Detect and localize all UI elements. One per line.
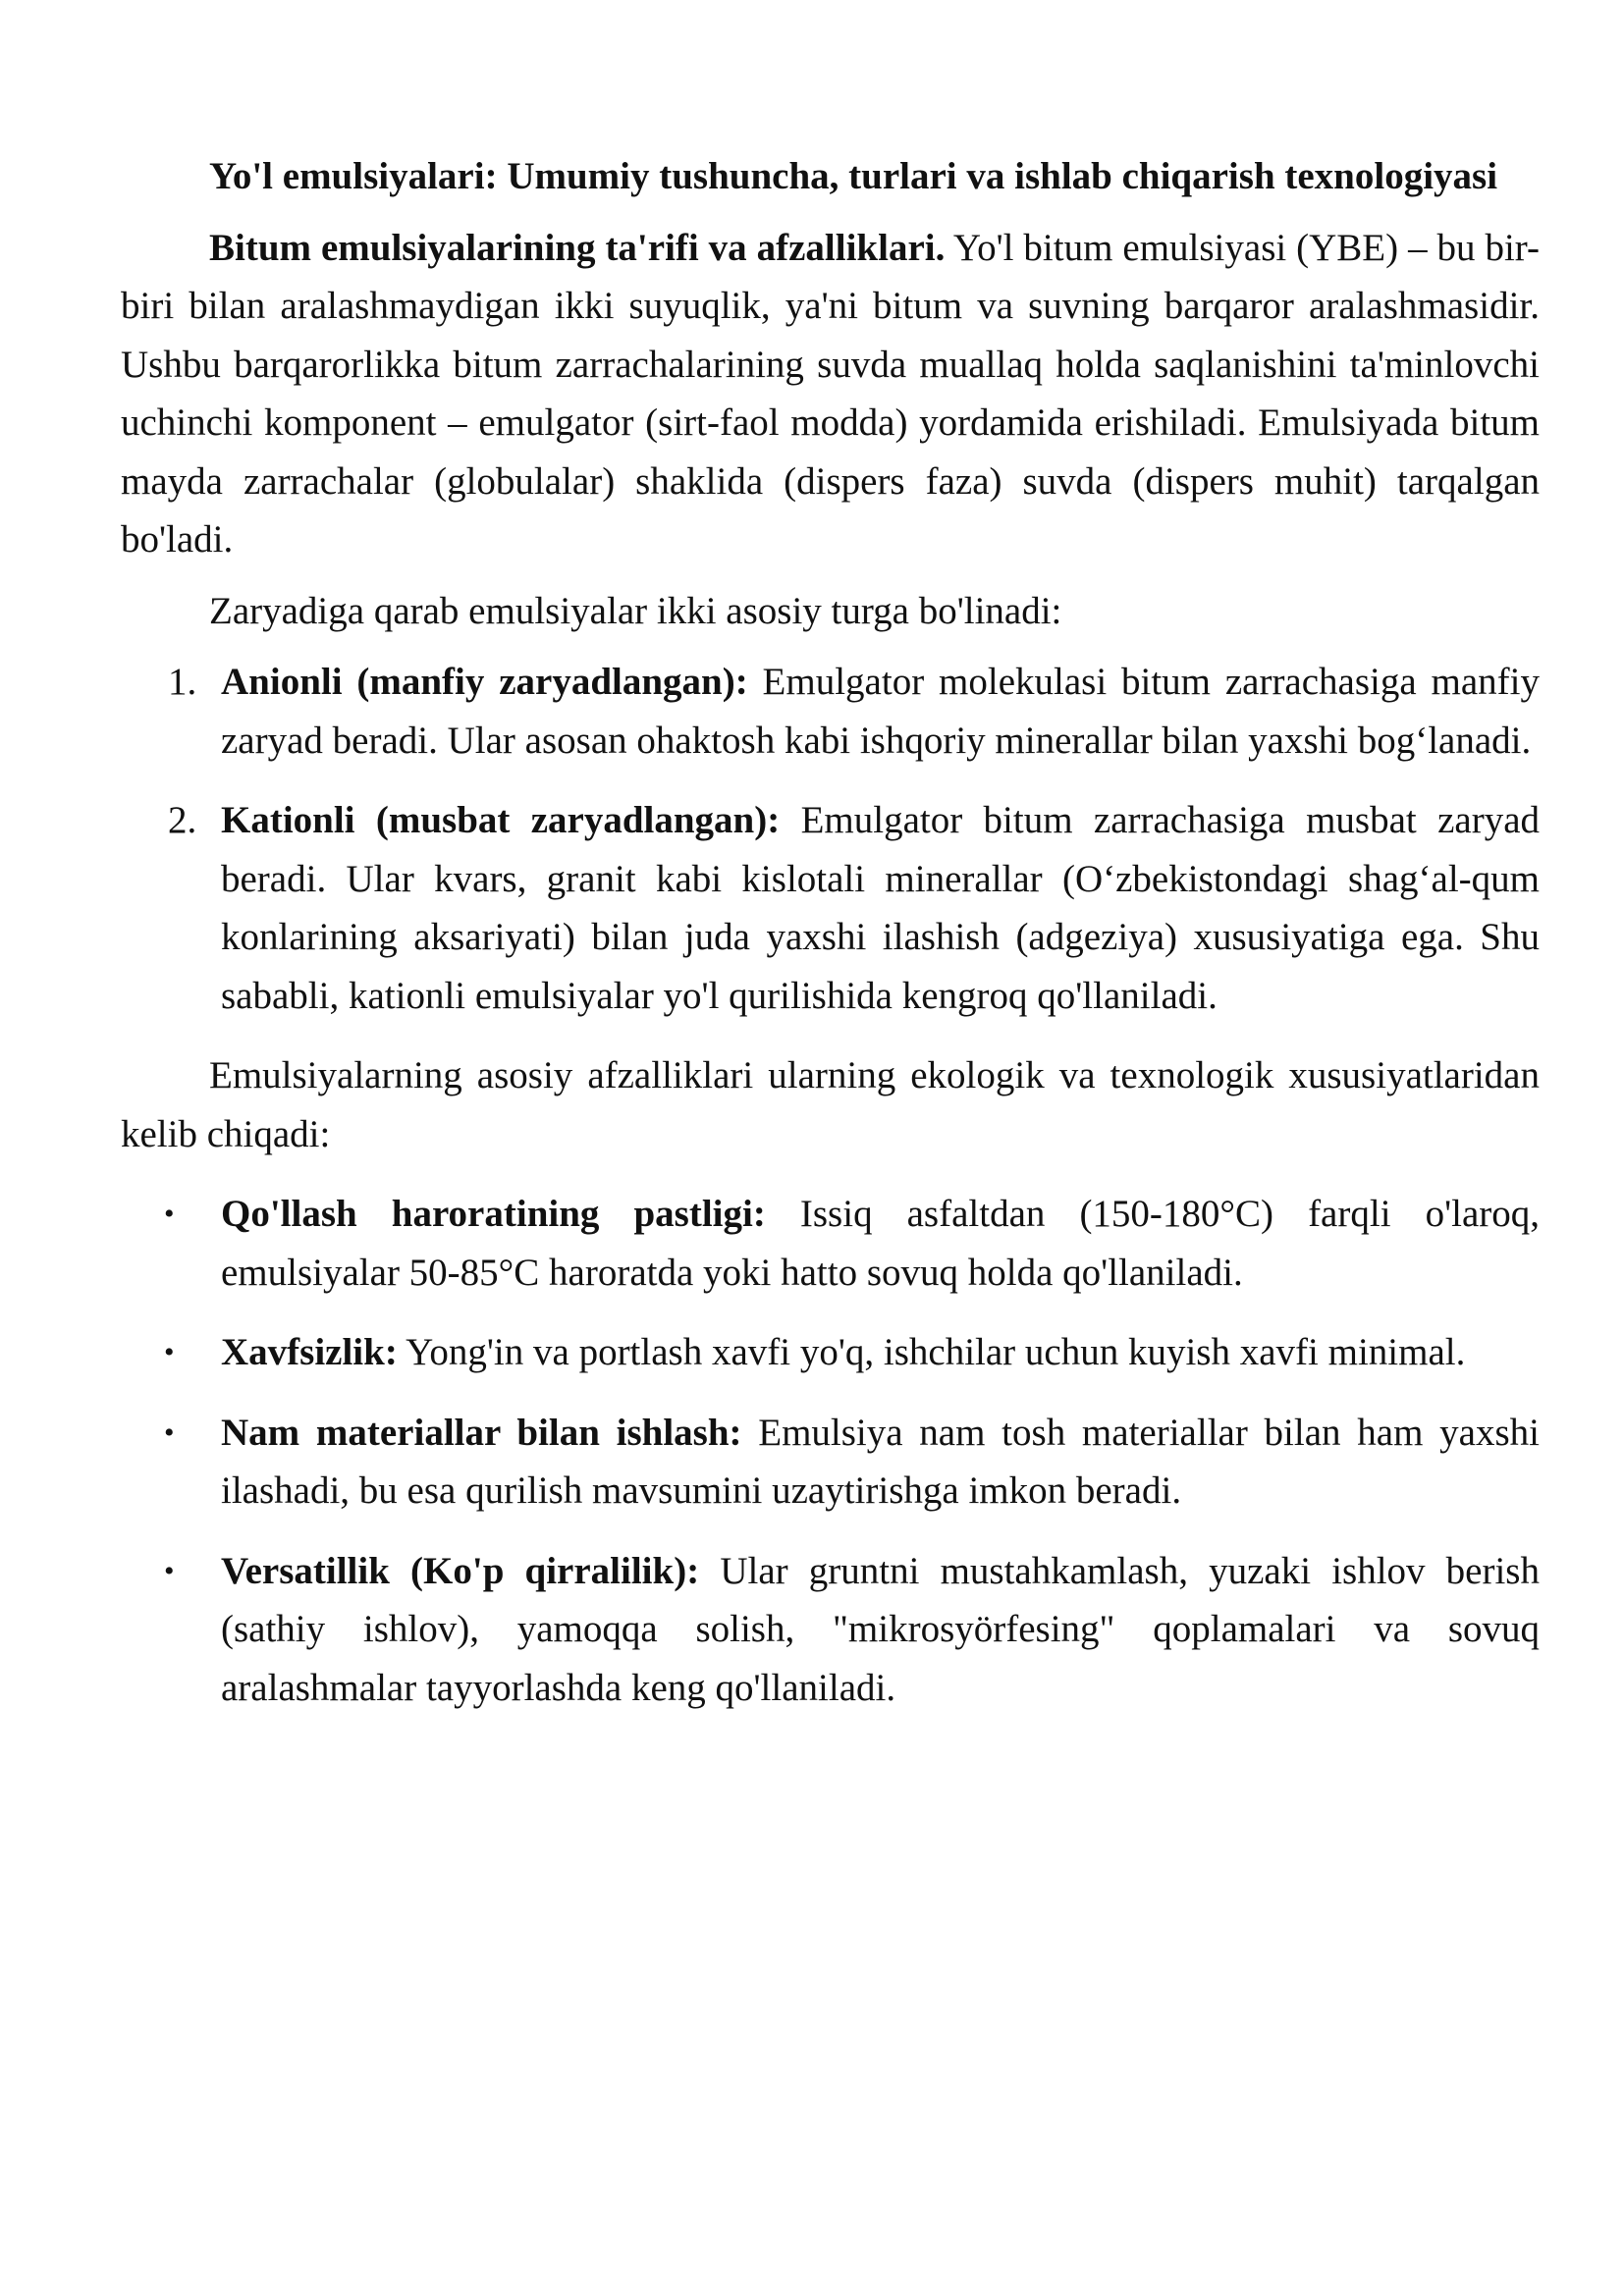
advantage-text: Yong'in va portlash xavfi yo'q, ishchilar uchun kuyish xavfi minimal.: [397, 1331, 1466, 1373]
type-text: Emulgator molekulasi bitum zarrachasiga manfiy zaryad beradi. Ular asosan ohaktosh kabi ishqoriy minerallar bilan yaxshi bog‘lanadi.: [221, 661, 1540, 762]
advantage-text: Issiq asfaltdan (150-180°C) farqli o'laroq, emulsiyalar 50-85°C haroratda yoki hatto sovuq holda qo'llaniladi.: [221, 1193, 1540, 1294]
types-intro: Zaryadiga qarab emulsiyalar ikki asosiy turga bo'linadi:: [209, 589, 1062, 632]
advantages-list: [121, 1185, 1540, 1717]
advantage-text: Emulsiya nam tosh materiallar bilan ham yaxshi ilashadi, bu esa qurilish mavsumini uzaytirishga imkon beradi.: [221, 1411, 1540, 1512]
advantage-heading: Nam materiallar bilan ishlash:: [221, 1411, 742, 1454]
bullet-icon: •: [164, 1336, 175, 1368]
advantage-heading: Versatillik (Ko'p qirralilik):: [221, 1549, 700, 1592]
list-item: [121, 1185, 1540, 1302]
bullet-icon: •: [164, 1198, 175, 1230]
document-page: [121, 147, 1540, 1717]
advantage-heading: Xavfsizlik:: [221, 1331, 398, 1373]
list-item: [121, 1323, 1540, 1382]
list-item: [121, 653, 1540, 770]
types-list: [121, 653, 1540, 1025]
type-heading: Kationli (musbat zaryadlangan):: [221, 799, 781, 841]
type-heading: Anionli (manfiy zaryadlangan):: [221, 661, 748, 703]
intro-text: Yo'l bitum emulsiyasi (YBE) – bu bir-biri bilan aralashmaydigan ikki suyuqlik, ya'ni bitum va suvning barqaror aralashmasidir. Ushbu barqarorlikka bitum zarrachalarining suvda muallaq holda saqlanishini ta'minlovchi uchinchi komponent – emulgator (sirt-faol modda) yordamida erishiladi. Emulsiyada bitum mayda zarrachalar (globulalar) shaklida (dispers faza) suvda (dispers muhit) tarqalgan bo'ladi.: [121, 226, 1540, 561]
list-item: [121, 1542, 1540, 1718]
advantage-heading: Qo'llash haroratining pastligi:: [221, 1193, 766, 1235]
advantage-text: Ular gruntni mustahkamlash, yuzaki ishlov berish (sathiy ishlov), yamoqqa solish, "mikrosyörfesing" qoplamalari va sovuq aralashmalar tayyorlashda keng qo'llaniladi.: [221, 1549, 1540, 1709]
list-number: 1.: [168, 661, 197, 703]
bullet-icon: •: [164, 1554, 175, 1587]
list-item: [121, 1404, 1540, 1521]
intro-paragraph: [121, 219, 1540, 569]
document-title: Yo'l emulsiyalari: Umumiy tushuncha, turlari va ishlab chiqarish texnologiyasi: [209, 155, 1498, 197]
intro-heading: Bitum emulsiyalarining ta'rifi va afzalliklari.: [209, 226, 946, 269]
bullet-icon: •: [164, 1415, 175, 1449]
type-text: Emulgator bitum zarrachasiga musbat zaryad beradi. Ular kvars, granit kabi kislotali minerallar (O‘zbekistondagi shag‘al-qum konlarining aksariyati) bilan juda yaxshi ilashish (adgeziya) xususiyatiga ega. Shu sababli, kationli emulsiyalar yo'l qurilishida kengroq qo'llaniladi.: [221, 799, 1540, 1017]
list-number: 2.: [168, 799, 197, 841]
advantages-intro: Emulsiyalarning asosiy afzalliklari ularning ekologik va texnologik xususiyatlaridan kelib chiqadi:: [121, 1054, 1540, 1155]
list-item: [121, 791, 1540, 1025]
